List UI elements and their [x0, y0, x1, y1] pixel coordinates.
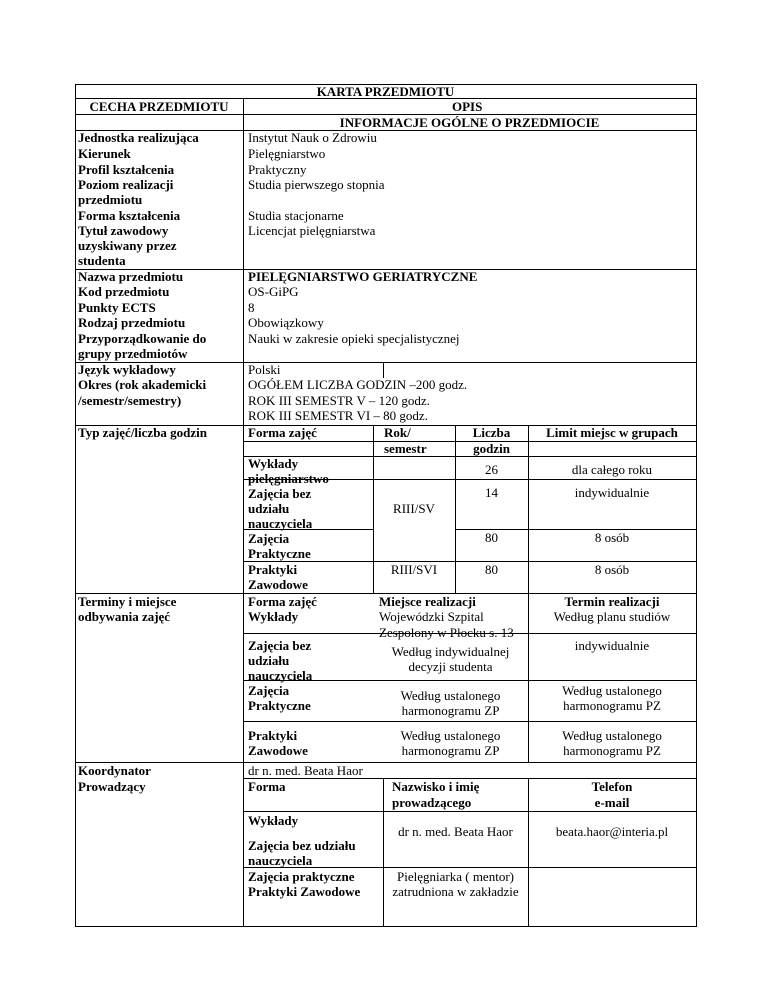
rule: [383, 778, 384, 926]
value-przyporzadkowanie: Nauki w zakresie opieki specjalistycznej: [248, 331, 460, 346]
column-header-opis: OPIS: [452, 99, 483, 114]
typ-row-wyklady: Wykłady: [248, 456, 299, 471]
value-profil: Praktyczny: [248, 162, 307, 177]
label-jezyk: Język wykładowy: [78, 362, 176, 377]
label-forma-ksztalcenia: Forma kształcenia: [78, 208, 181, 223]
terminy-zajecia-praktyczne: Zajęcia: [248, 683, 290, 698]
label-profil: Profil kształcenia: [78, 162, 175, 177]
typ-row-bez-udzialu: Zajęcia bez: [248, 486, 312, 501]
typ-semester-vi: RIII/SVI: [390, 562, 438, 577]
rule: [243, 811, 696, 812]
col-nazwisko: Nazwisko i imię: [392, 779, 480, 794]
terminy-wyklady-termin: Według planu studiów: [553, 609, 671, 624]
typ-row-wyklady-2: pielęgniarstwo: [248, 471, 329, 486]
terminy-zajecia-praktyczne-miejsce: Według ustalonego: [400, 688, 501, 703]
terminy-bez-udzialu-termin: indywidualnie: [574, 638, 650, 653]
col-forma-zajec: Forma zajęć: [248, 425, 317, 440]
label-terminy: Terminy i miejsce: [78, 594, 177, 609]
terminy-bez-udzialu-miejsce: Według indywidualnej: [391, 644, 510, 659]
prowadzacy-name: dr n. med. Beata Haor: [398, 824, 513, 839]
rule: [75, 84, 76, 927]
col-liczba: Liczba: [472, 425, 511, 440]
card-title: KARTA PRZEDMIOTU: [316, 84, 455, 99]
label-poziom: Poziom realizacji: [78, 177, 174, 192]
terminy-zajecia-praktyczne-miejsce-2: harmonogramu ZP: [401, 703, 500, 718]
label-jednostka: Jednostka realizująca: [78, 130, 199, 145]
terminy-praktyki-termin-2: harmonogramu PZ: [563, 743, 661, 758]
typ-row-zajecia-praktyczne-2: Praktyczne: [248, 546, 311, 561]
label-okres: Okres (rok akademicki: [78, 377, 207, 392]
section-title-general: INFORMACJE OGÓLNE O PRZEDMIOCIE: [339, 115, 600, 130]
value-nazwa: PIELĘGNIARSTWO GERIATRYCZNE: [248, 269, 478, 284]
typ-row-praktyki-2: Zawodowe: [248, 577, 308, 592]
prowadzacy-bez-udzialu: Zajęcia bez udziału: [248, 838, 356, 853]
terminy-wyklady-miejsce: Wojewódzki Szpital: [379, 609, 484, 624]
prowadzacy-mentor-2: zatrudniona w zakładzie: [392, 884, 519, 899]
typ-limit-praktyki: 8 osób: [594, 562, 630, 577]
value-koordynator: dr n. med. Beata Haor: [248, 763, 363, 778]
value-kierunek: Pielęgniarstwo: [248, 146, 326, 161]
terminy-bez-udzialu-3: nauczyciela: [248, 668, 313, 683]
terminy-praktyki-termin: Według ustalonego: [562, 728, 662, 743]
terminy-bez-udzialu-2: udziału: [248, 653, 290, 668]
terminy-wyklady: Wykłady: [248, 609, 299, 624]
label-okres-2: /semestr/semestry): [78, 393, 182, 408]
value-rodzaj: Obowiązkowy: [248, 315, 324, 330]
typ-hours-zajecia-praktyczne: 80: [485, 530, 498, 545]
label-kierunek: Kierunek: [78, 146, 131, 161]
label-prowadzacy: Prowadzący: [78, 779, 146, 794]
value-ects: 8: [248, 300, 255, 315]
prowadzacy-email: beata.haor@interia.pl: [555, 824, 669, 839]
terminy-bez-udzialu: Zajęcia bez: [248, 638, 312, 653]
col-rok: Rok/: [384, 425, 411, 440]
rule: [75, 762, 696, 763]
typ-row-bez-udzialu-2: udziału: [248, 501, 290, 516]
terminy-praktyki-2: Zawodowe: [248, 743, 308, 758]
prowadzacy-mentor: Pielęgniarka ( mentor): [397, 869, 514, 884]
label-przyporzadkowanie: Przyporządkowanie do: [78, 331, 207, 346]
typ-hours-praktyki: 80: [485, 562, 498, 577]
typ-limit-zajecia-praktyczne: 8 osób: [594, 530, 630, 545]
prowadzacy-wyklady: Wykłady: [248, 813, 299, 828]
rule: [243, 721, 696, 722]
okres-semester-vi: ROK III SEMESTR VI – 80 godz.: [248, 408, 428, 423]
value-kod: OS-GiPG: [248, 284, 299, 299]
value-forma-ksztalcenia: Studia stacjonarne: [248, 208, 344, 223]
terminy-zajecia-praktyczne-2: Praktyczne: [248, 698, 311, 713]
terminy-zajecia-praktyczne-termin-2: harmonogramu PZ: [563, 698, 661, 713]
label-rodzaj: Rodzaj przedmiotu: [78, 315, 186, 330]
value-jednostka: Instytut Nauk o Zdrowiu: [248, 130, 377, 145]
label-kod: Kod przedmiotu: [78, 284, 170, 299]
rule: [243, 98, 244, 927]
terminy-zajecia-praktyczne-termin: Według ustalonego: [562, 683, 662, 698]
col-miejsce: Miejsce realizacji: [379, 594, 476, 609]
label-terminy-2: odbywania zajęć: [78, 609, 171, 624]
typ-limit-wyklady: dla całego roku: [571, 462, 653, 477]
typ-hours-wyklady: 26: [485, 462, 498, 477]
label-typ-zajec: Typ zajęć/liczba godzin: [78, 425, 208, 440]
label-ects: Punkty ECTS: [78, 300, 156, 315]
col-semestr: semestr: [384, 441, 427, 456]
prowadzacy-bez-udzialu-2: nauczyciela: [248, 853, 313, 868]
value-poziom: Studia pierwszego stopnia: [248, 177, 385, 192]
col-telefon: Telefon: [591, 779, 633, 794]
terminy-praktyki: Praktyki: [248, 728, 298, 743]
label-tytul: Tytuł zawodowy: [78, 223, 169, 238]
label-poziom-2: przedmiotu: [78, 192, 143, 207]
col-termin: Termin realizacji: [564, 594, 660, 609]
col-limit: Limit miejsc w grupach: [546, 425, 678, 440]
typ-row-bez-udzialu-3: nauczyciela: [248, 516, 313, 531]
label-nazwa: Nazwa przedmiotu: [78, 269, 184, 284]
typ-row-praktyki: Praktyki: [248, 562, 298, 577]
rule: [383, 362, 384, 378]
typ-row-zajecia-praktyczne: Zajęcia: [248, 531, 290, 546]
label-tytul-3: studenta: [78, 253, 126, 268]
typ-semester-v: RIII/SV: [393, 501, 435, 516]
col-prowadzacego: prowadzącego: [392, 795, 472, 810]
col-email: e-mail: [594, 795, 630, 810]
typ-limit-bez-udzialu: indywidualnie: [574, 485, 650, 500]
column-header-cecha: CECHA PRZEDMIOTU: [89, 99, 229, 114]
label-tytul-2: uzyskiwany przez: [78, 238, 177, 253]
terminy-praktyki-miejsce-2: harmonogramu ZP: [401, 743, 500, 758]
rule: [696, 84, 697, 927]
value-tytul: Licencjat pielęgniarstwa: [248, 223, 376, 238]
terminy-praktyki-miejsce: Według ustalonego: [400, 728, 501, 743]
col-forma-prowadzacy: Forma: [248, 779, 286, 794]
terminy-wyklady-miejsce-2: Zespolony w Płocku s. 13: [379, 625, 514, 640]
okres-total-hours: OGÓŁEM LICZBA GODZIN –200 godz.: [248, 377, 468, 392]
col-godzin: godzin: [473, 441, 510, 456]
prowadzacy-praktyki: Praktyki Zawodowe: [248, 884, 361, 899]
rule: [75, 926, 696, 927]
label-przyporzadkowanie-2: grupy przedmiotów: [78, 346, 188, 361]
typ-hours-bez-udzialu: 14: [485, 485, 498, 500]
value-jezyk: Polski: [248, 362, 281, 377]
terminy-bez-udzialu-miejsce-2: decyzji studenta: [408, 659, 493, 674]
label-koordynator: Koordynator: [78, 763, 151, 778]
prowadzacy-zajecia-praktyczne: Zajęcia praktyczne: [248, 869, 355, 884]
col-forma-zajec-terminy: Forma zajęć: [248, 594, 317, 609]
okres-semester-v: ROK III SEMESTR V – 120 godz.: [248, 393, 430, 408]
